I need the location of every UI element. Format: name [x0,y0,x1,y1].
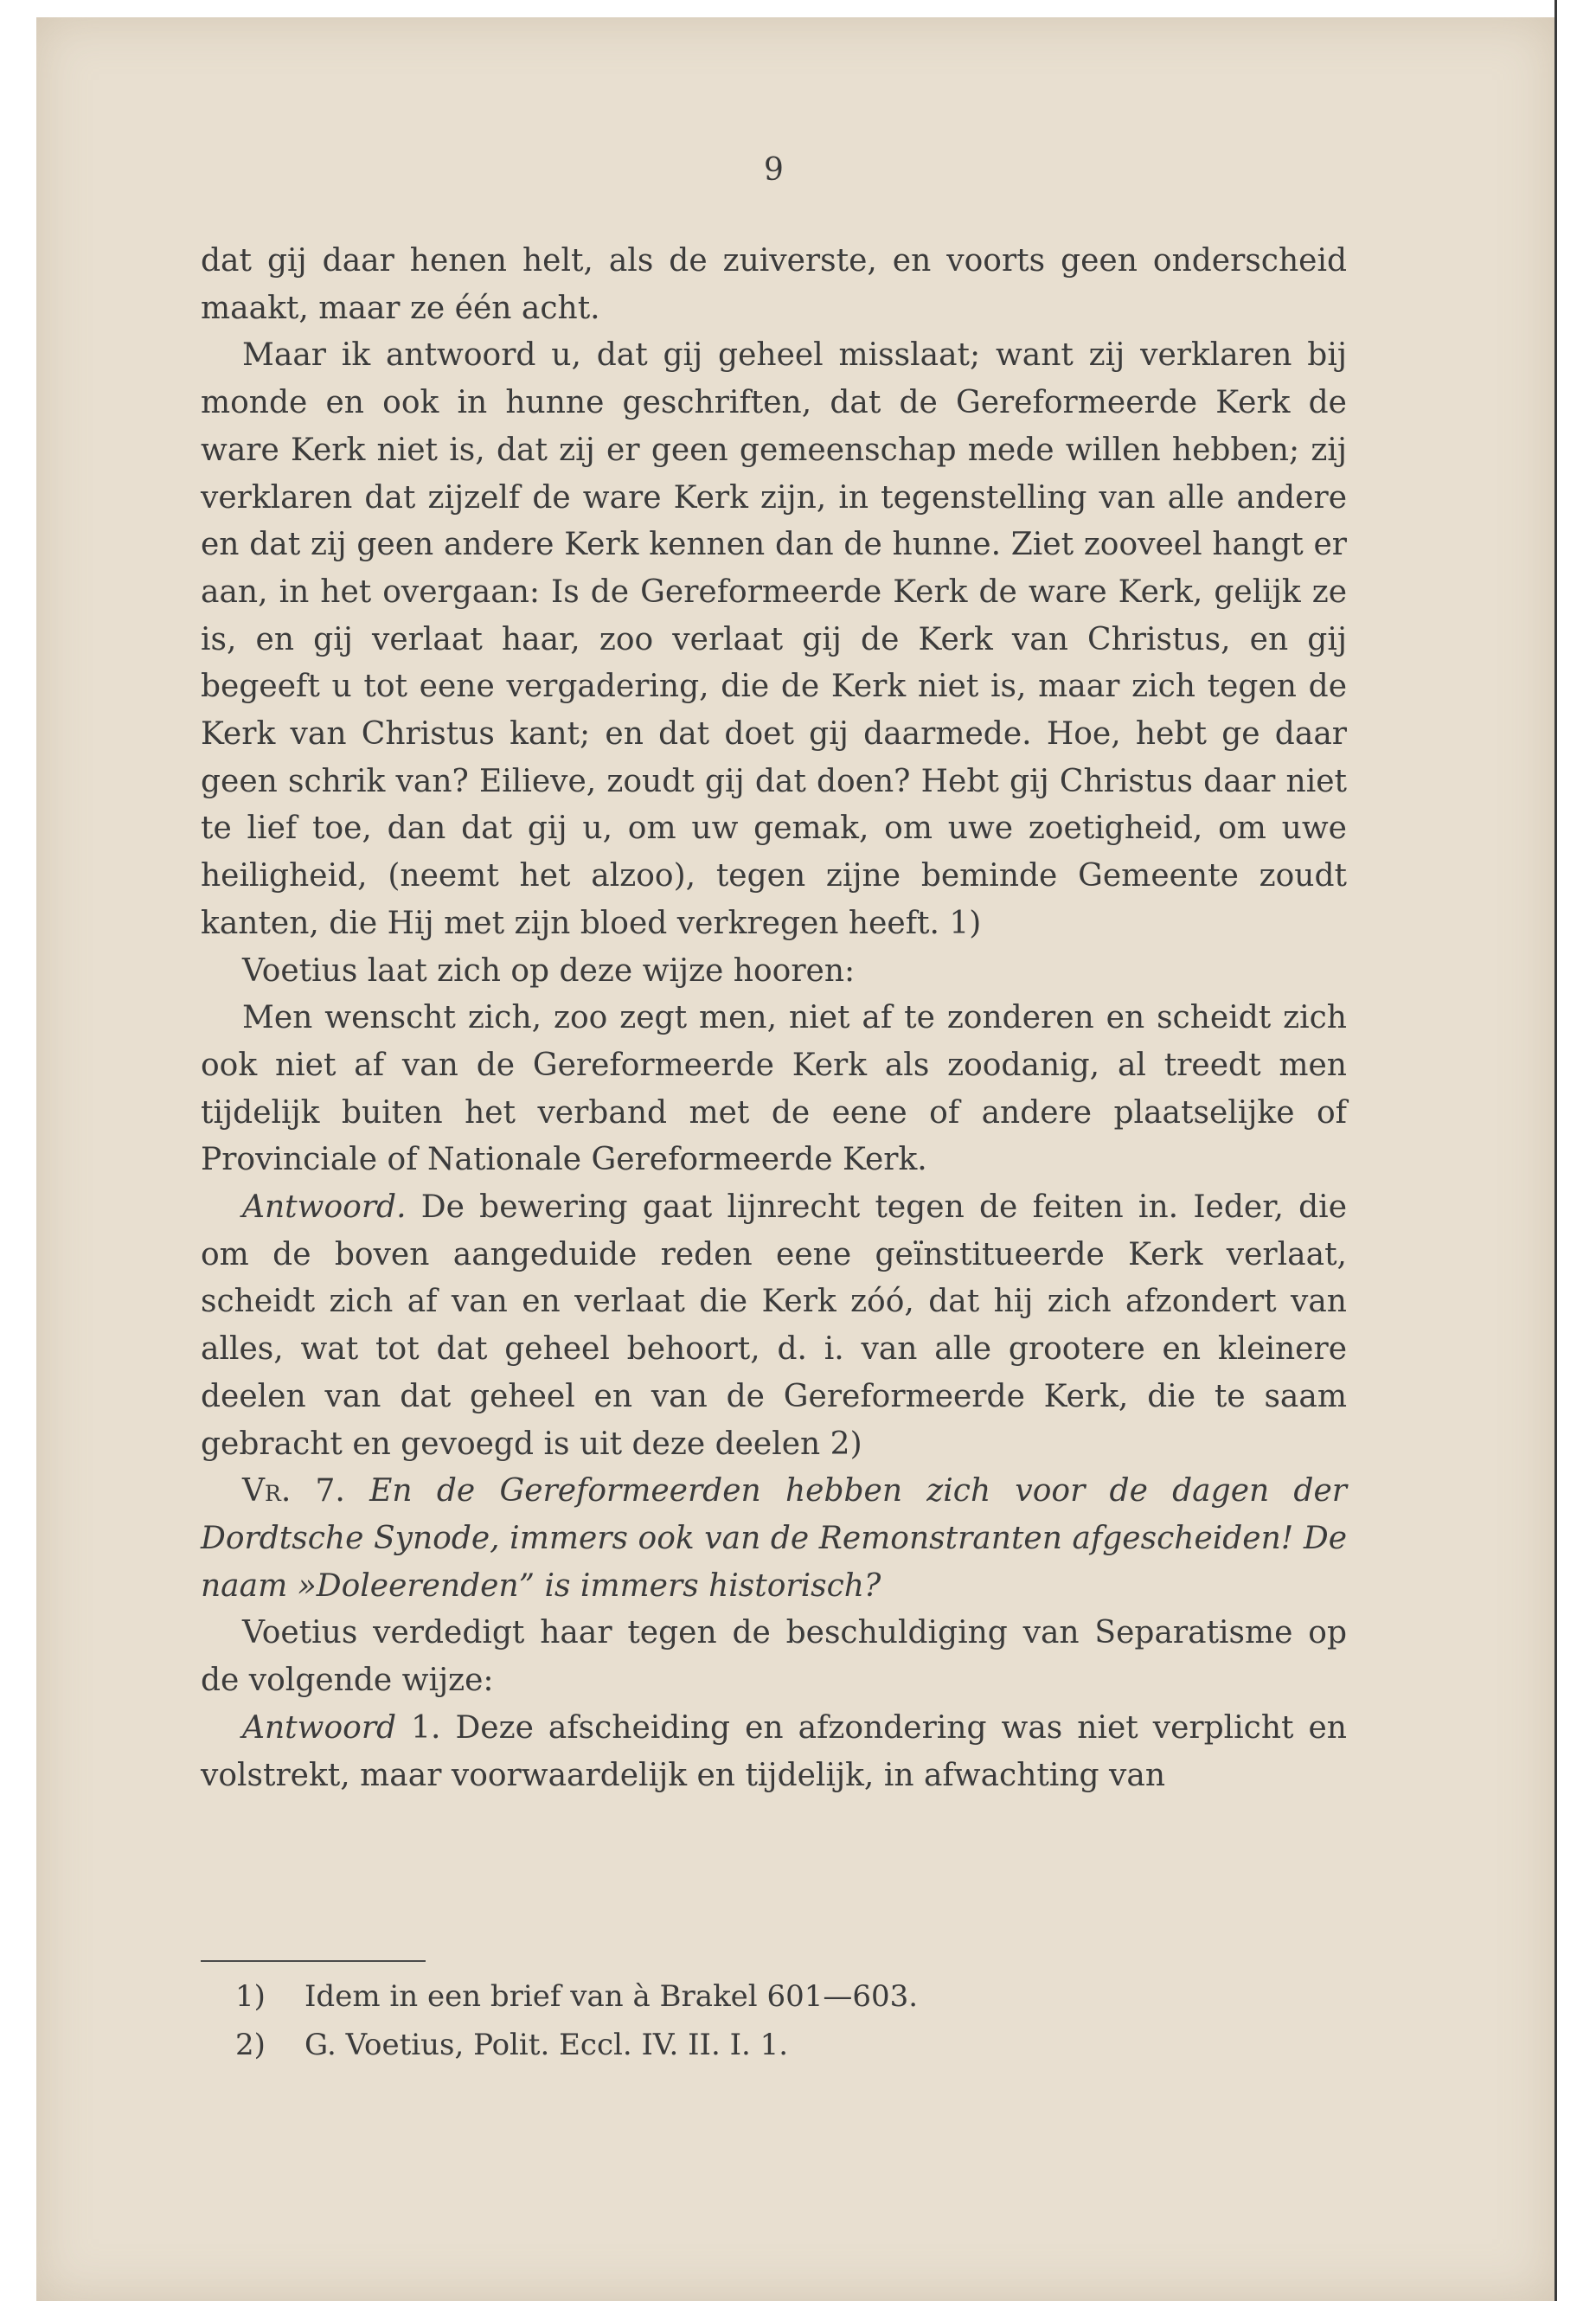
body-text [201,238,1347,1799]
paragraph-4: Men wenscht zich, zoo zegt men, niet af te zonderen en scheidt zich ook niet af van de Gereformeerde Kerk als zoodanig, al treedt men tijdelijk buiten het verband met de eene of andere plaatselijke of Provinciale of Nationale Gereformeerde Kerk. [201,1000,1347,1178]
question-number: 7. [291,1473,370,1509]
paragraph-3: Voetius laat zich op deze wijze hooren: [242,952,856,989]
question-label: Vr. [242,1473,292,1509]
footnotes [235,1972,1273,2069]
footnote-text: Idem in een brief van à Brakel 601—603. [304,1979,919,2014]
page-number: 9 [764,152,784,188]
footnote-mark: 2) [235,2028,266,2062]
footnote-divider [201,1960,426,1962]
paragraph-8 [201,1705,1347,1799]
paragraph-6 [201,1468,1347,1610]
answer-label: Antwoord. [242,1189,407,1226]
answer-text: De bewering gaat lijnrecht tegen de feiten in. Ieder, die om de boven aangeduide reden eene geïnstitueerde Kerk verlaat, scheidt zich af van en verlaat die Kerk zóó, dat hij zich afzondert van alles, wat tot dat geheel behoort, d. i. van alle grootere en kleinere deelen van dat geheel en van de Gereformeerde Kerk, die te saam gebracht en gevoegd is uit deze deelen 2) [201,1189,1347,1462]
footnote-mark: 1) [235,1979,266,2014]
footnote-1 [235,1972,1273,2021]
footnote-text: G. Voetius, Polit. Eccl. IV. II. I. 1. [304,2028,789,2062]
scanner-edge [1554,0,1557,2301]
question-text: En de Gereformeerden hebben zich voor de dagen der Dordtsche Synode, immers ook van de Remonstranten afgescheiden! De naam »Doleerenden” is immers historisch? [201,1473,1347,1604]
paragraph-5 [201,1184,1347,1468]
paragraph-1: dat gij daar henen helt, als de zuiverste, en voorts geen onderscheid maakt, maar ze één acht. [201,243,1347,326]
footnote-2 [235,2021,1273,2069]
answer-label-2: Antwoord [242,1709,397,1746]
answer-text-2: 1. Deze afscheiding en afzondering was niet verplicht en volstrekt, maar voorwaardelijk en tijdelijk, in afwachting van [201,1709,1347,1793]
paragraph-2: Maar ik antwoord u, dat gij geheel misslaat; want zij verklaren bij monde en ook in hunne geschriften, dat de Gereformeerde Kerk de ware Kerk niet is, dat zij er geen gemeenschap mede willen hebben; zij verklaren dat zijzelf de ware Kerk zijn, in tegenstelling van alle andere en dat zij geen andere Kerk kennen dan de hunne. Ziet zooveel hangt er aan, in het overgaan: Is de Gereformeerde Kerk de ware Kerk, gelijk ze is, en gij verlaat haar, zoo verlaat gij de Kerk van Christus, en gij begeeft u tot eene vergadering, die de Kerk niet is, maar zich tegen de Kerk van Christus kant; en dat doet gij daarmede. Hoe, hebt ge daar geen schrik van? Eilieve, zoudt gij dat doen? Hebt gij Christus daar niet te lief toe, dan dat gij u, om uw gemak, om uwe zoetigheid, om uwe heiligheid, (neemt het alzoo), tegen zijne beminde Gemeente zoudt kanten, die Hij met zijn bloed verkregen heeft. 1) [201,337,1347,941]
paragraph-7: Voetius verdedigt haar tegen de beschuldiging van Separatisme op de volgende wijze: [201,1615,1347,1699]
book-page [36,17,1554,2301]
